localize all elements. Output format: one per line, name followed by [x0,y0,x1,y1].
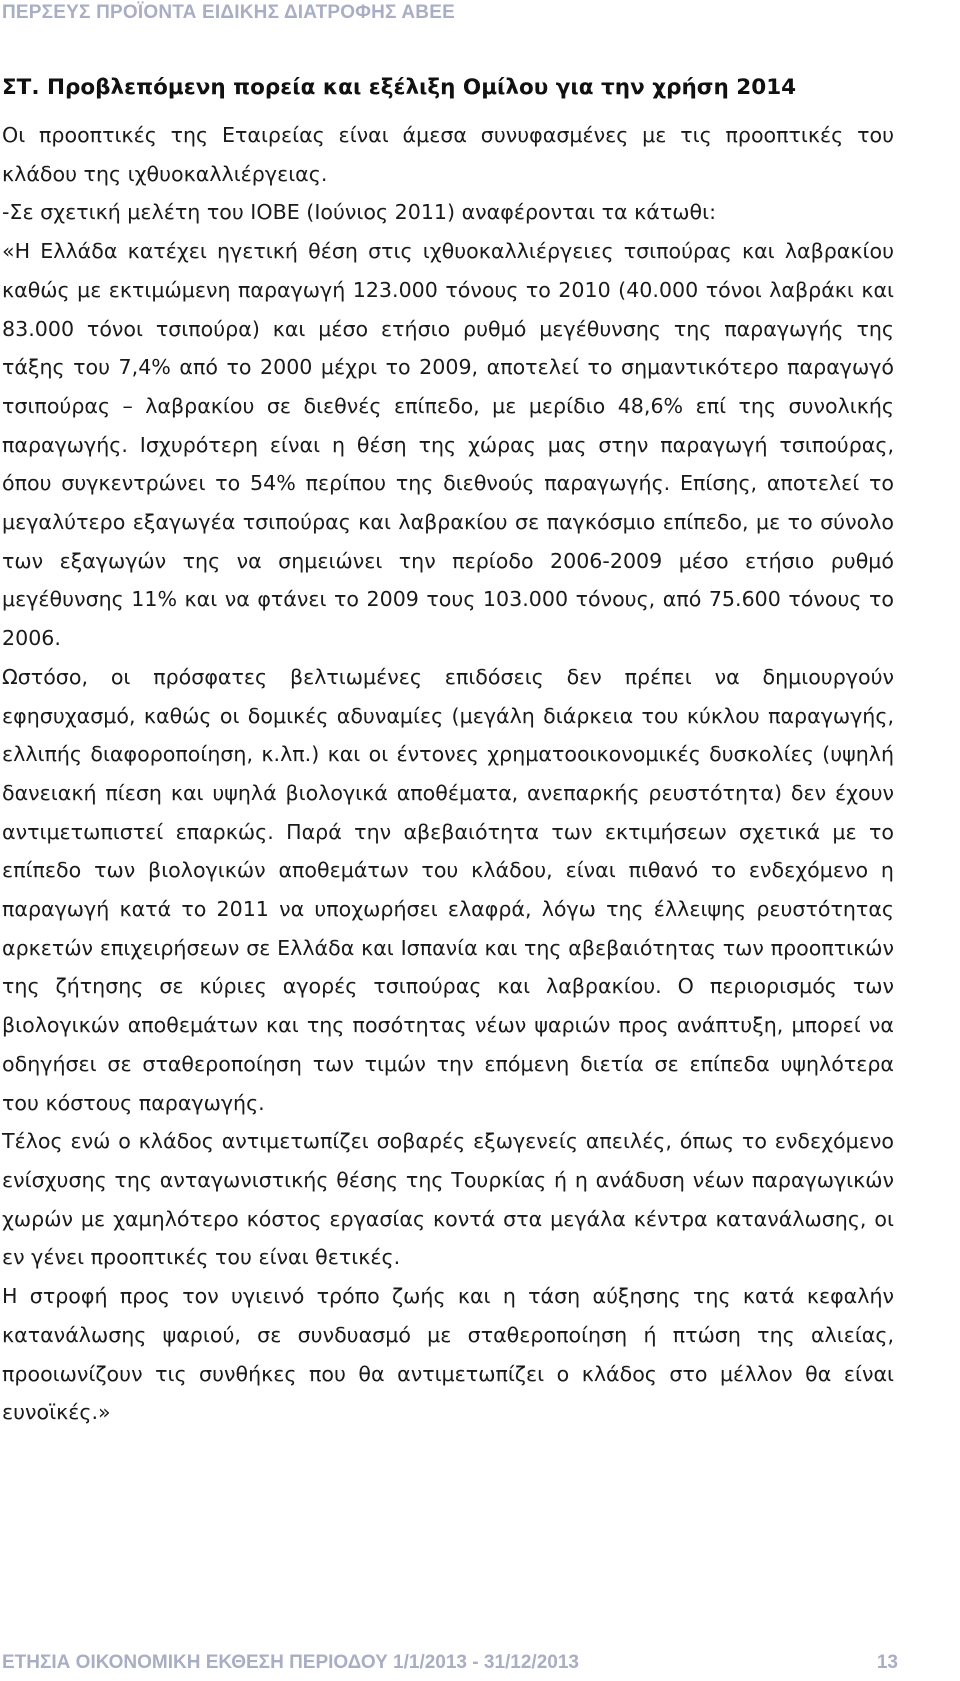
paragraph-external-threats: Τέλος ενώ ο κλάδος αντιμετωπίζει σοβαρές εξωγενείς απειλές, όπως το ενδεχόμενο ενίσχυσης της ανταγωνιστικής θέσης της Τουρκίας ή η ανάδυση νέων παραγωγικών χωρών με χαμηλότερο κόστος εργασίας κοντά στα μεγάλα κέντρα κατανάλωσης, οι εν γένει προοπτικές του είναι θετικές. [2,1129,894,1270]
paragraph-intro: Οι προοπτικές της Εταιρείας είναι άμεσα συνυφασμένες με τις προοπτικές του κλάδου της ιχθυοκαλλιέργειας. [2,123,894,186]
page-number: 13 [876,1652,898,1673]
running-footer-title: ΕΤΗΣΙΑ ΟΙΚΟΝΟΜΙΚΗ ΕΚΘΕΣΗ ΠΕΡΙΟΔΟΥ 1/1/2013 - 31/12/2013 [2,1652,579,1673]
section-title: ΣΤ. Προβλεπόμενη πορεία και εξέλιξη Ομίλου για την χρήση 2014 [2,75,797,100]
document-body [2,68,894,1432]
paragraph-study-reference: -Σε σχετική μελέτη του ΙΟΒΕ (Ιούνιος 2011) αναφέρονται τα κάτωθι: [2,200,717,225]
paragraph-structural-weaknesses: Ωστόσο, οι πρόσφατες βελτιωμένες επιδόσεις δεν πρέπει να δημιουργούν εφησυχασμό, καθώς οι δομικές αδυναμίες (μεγάλη διάρκεια του κύκλου παραγωγής, ελλιπής διαφοροποίηση, κ.λπ.) και οι έντονες χρηματοοικονομικές δυσκολίες (υψηλή δανειακή πίεση και υψηλά βιολογικά αποθέματα, ανεπαρκής ρευστότητα) δεν έχουν αντιμετωπιστεί επαρκώς. Παρά την αβεβαιότητα των εκτιμήσεων σχετικά με το επίπεδο των βιολογικών αποθεμάτων του κλάδου, είναι πιθανό το ενδεχόμενο η παραγωγή κατά το 2011 να υποχωρήσει ελαφρά, λόγω της έλλειψης ρευστότητας αρκετών επιχειρήσεων σε Ελλάδα και Ισπανία και της αβεβαιότητας των προοπτικών της ζήτησης σε κύριες αγορές τσιπούρας και λαβρακίου. Ο περιορισμός των βιολογικών αποθεμάτων και της ποσότητας νέων ψαριών προς ανάπτυξη, μπορεί να οδηγήσει σε σταθεροποίηση των τιμών την επόμενη διετία σε επίπεδα υψηλότερα του κόστους παραγωγής. [2,664,894,1115]
running-header-company: ΠΕΡΣΕΥΣ ΠΡΟΪΟΝΤΑ ΕΙΔΙΚΗΣ ΔΙΑΤΡΟΦΗΣ ΑΒΕΕ [2,2,455,23]
paragraph-greece-position: «Η Ελλάδα κατέχει ηγετική θέση στις ιχθυοκαλλιέργειες τσιπούρας και λαβρακίου καθώς με εκτιμώμενη παραγωγή 123.000 τόνους το 2010 (40.000 τόνοι λαβράκι και 83.000 τόνοι τσιπούρα) και μέσο ετήσιο ρυθμό μεγέθυνσης της παραγωγής της τάξης του 7,4% από το 2000 μέχρι το 2009, αποτελεί το σημαντικότερο παραγωγό τσιπούρας – λαβρακίου σε διεθνές επίπεδο, με μερίδιο 48,6% επί της συνολικής παραγωγής. Ισχυρότερη είναι η θέση της χώρας μας στην παραγωγή τσιπούρας, όπου συγκεντρώνει το 54% περίπου της διεθνούς παραγωγής. Επίσης, αποτελεί το μεγαλύτερο εξαγωγέα τσιπούρας και λαβρακίου σε παγκόσμιο επίπεδο, με το σύνολο των εξαγωγών της να σημειώνει την περίοδο 2006-2009 μέσο ετήσιο ρυθμό μεγέθυνσης 11% και να φτάνει το 2009 τους 103.000 τόνους, από 75.600 τόνους το 2006. [2,239,894,651]
paragraph-healthy-lifestyle: Η στροφή προς τον υγιεινό τρόπο ζωής και η τάση αύξησης της κατά κεφαλήν κατανάλωσης ψαριού, σε συνδυασμό με σταθεροποίηση ή πτώση της αλιείας, προοιωνίζουν τις συνθήκες που θα αντιμετωπίζει ο κλάδος στο μέλλον θα είναι ευνοϊκές.» [2,1284,894,1425]
